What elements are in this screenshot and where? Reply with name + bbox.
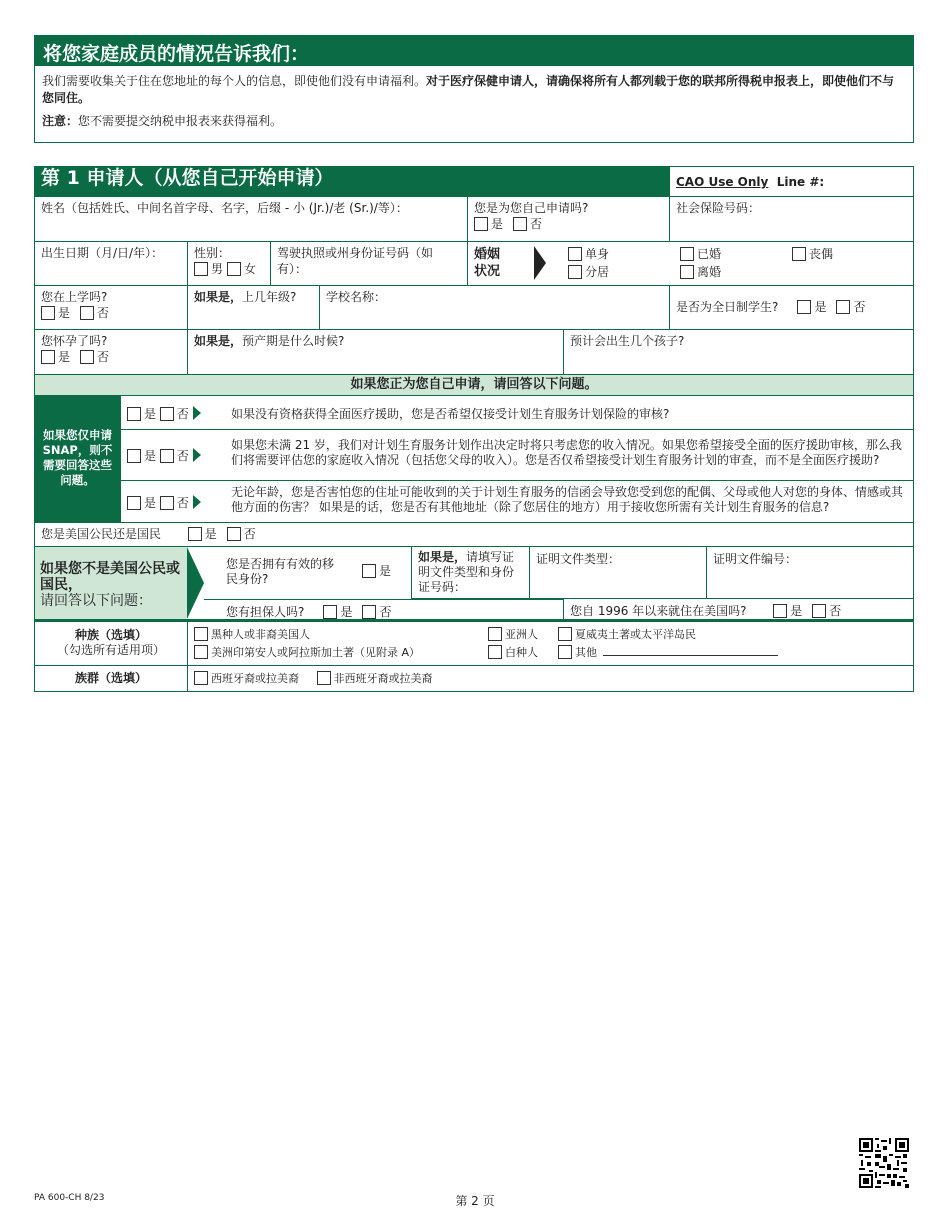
school-yes-checkbox[interactable] xyxy=(41,306,55,320)
grade-field[interactable] xyxy=(187,286,319,329)
doc-number-label: 证明文件编号： xyxy=(713,552,798,566)
q2-text: 如果您未满 21 岁，我们对计划生育服务计划作出决定时将只考虑您的收入情况。如果您希望接受全面的医疗援助审核，那么我们将需要评估您的家庭收入情况（包括您父母的收入）。您是否仅希望接受计划生育服务计划的审查，而不是全面医疗援助? xyxy=(231,438,902,467)
arrow-icon xyxy=(193,448,201,462)
no-label: 否 xyxy=(379,605,392,619)
dob-label: 出生日期（月/日/年）： xyxy=(41,246,164,260)
citizen-question: 您是美国公民还是国民 xyxy=(41,527,162,541)
race-black-checkbox[interactable] xyxy=(194,627,208,641)
female-checkbox[interactable] xyxy=(227,262,241,276)
applicant-title: 第 1 申请人（从您自己开始申请） xyxy=(35,167,669,196)
race-other-label: 其他 xyxy=(575,646,597,659)
citizen-field xyxy=(35,523,913,546)
race-black-label: 黑种人或非裔美国人 xyxy=(211,628,310,641)
school-field xyxy=(35,286,187,329)
license-field[interactable] xyxy=(270,242,467,285)
yes-label: 是 xyxy=(144,449,157,463)
divorced-checkbox[interactable] xyxy=(680,265,694,279)
babies-question: 预计会出生几个孩子? xyxy=(570,334,685,348)
intro-title: 将您家庭成员的情况告诉我们： xyxy=(35,36,913,66)
document-type-field[interactable] xyxy=(529,547,706,599)
ethnicity-nonhispanic-label: 非西班牙裔或拉美裔 xyxy=(333,672,433,685)
no-label: 否 xyxy=(243,527,256,541)
self-yes-checkbox[interactable] xyxy=(474,217,488,231)
male-label: 男 xyxy=(211,262,224,276)
female-label: 女 xyxy=(244,262,257,276)
race-sublabel: （勾选所有适用项） xyxy=(56,643,165,657)
yes-label: 是 xyxy=(144,407,157,421)
race-white-checkbox[interactable] xyxy=(488,645,502,659)
no-label: 否 xyxy=(97,350,110,364)
single-checkbox[interactable] xyxy=(568,247,582,261)
status-question: 您是否拥有有效的移民身份? xyxy=(226,557,335,586)
since1996-no-checkbox[interactable] xyxy=(812,604,826,618)
note-label: 注意： xyxy=(42,114,79,128)
self-no-checkbox[interactable] xyxy=(513,217,527,231)
name-field[interactable] xyxy=(35,197,467,241)
babies-field[interactable] xyxy=(563,330,913,374)
race-label: 种族（选填） xyxy=(74,628,147,642)
divorced-label: 离婚 xyxy=(697,265,722,279)
race-white-label: 白种人 xyxy=(505,646,538,659)
yes-label: 是 xyxy=(58,306,71,320)
ethnicity-nonhispanic-checkbox[interactable] xyxy=(317,671,331,685)
widowed-label: 丧偶 xyxy=(809,247,834,261)
status-yes-checkbox[interactable] xyxy=(362,564,376,578)
intro-panel xyxy=(34,35,914,143)
no-label: 否 xyxy=(176,496,189,510)
fulltime-yes-checkbox[interactable] xyxy=(797,300,811,314)
pregnant-yes-checkbox[interactable] xyxy=(41,350,55,364)
sponsor-field xyxy=(204,599,563,621)
separated-label: 分居 xyxy=(585,265,610,279)
q1-no-checkbox[interactable] xyxy=(160,407,174,421)
arrow-icon xyxy=(193,495,201,509)
citizen-yes-checkbox[interactable] xyxy=(188,527,202,541)
no-label: 否 xyxy=(176,407,189,421)
sponsor-yes-checkbox[interactable] xyxy=(323,605,337,619)
grade-bold: 如果是， xyxy=(194,290,243,304)
cao-label: CAO Use Only xyxy=(676,175,769,189)
school-no-checkbox[interactable] xyxy=(80,306,94,320)
married-label: 已婚 xyxy=(697,247,722,261)
noncitizen-bold: 如果您不是美国公民或国民， xyxy=(40,561,180,593)
fulltime-field xyxy=(669,286,913,329)
sponsor-no-checkbox[interactable] xyxy=(362,605,376,619)
no-label: 否 xyxy=(853,300,866,314)
yes-label: 是 xyxy=(790,604,803,618)
single-label: 单身 xyxy=(585,247,610,261)
school-name-field[interactable] xyxy=(319,286,669,329)
since-1996-question: 您自 1996 年以来就住在美国吗? xyxy=(570,604,747,618)
race-native-checkbox[interactable] xyxy=(194,645,208,659)
q3-no-checkbox[interactable] xyxy=(160,496,174,510)
ethnicity-hispanic-checkbox[interactable] xyxy=(194,671,208,685)
grade-text: 上几年级? xyxy=(242,290,297,304)
intro-paragraph xyxy=(42,73,906,107)
q3-options xyxy=(127,494,201,511)
citizen-no-checkbox[interactable] xyxy=(227,527,241,541)
q1-options xyxy=(127,405,201,422)
immigration-status-field xyxy=(220,547,411,599)
race-asian-checkbox[interactable] xyxy=(488,627,502,641)
noncitizen-text: 请回答以下问题： xyxy=(40,593,152,609)
race-label-cell xyxy=(35,622,187,665)
race-other-checkbox[interactable] xyxy=(558,645,572,659)
arrow-icon xyxy=(193,406,201,420)
qr-code-icon xyxy=(859,1138,909,1188)
separated-checkbox[interactable] xyxy=(568,265,582,279)
self-section-header: 如果您正为您自己申请，请回答以下问题。 xyxy=(350,377,598,392)
due-text: 预产期是什么时候? xyxy=(242,334,345,348)
school-name-label: 学校名称： xyxy=(326,290,387,304)
marital-label: 婚姻 状况 xyxy=(474,247,501,279)
intro-bold-text: 对于医疗保健申请人，请确保将所有人都列载于您的联邦所得税申报表上，即使他们不与您同住。 xyxy=(42,74,895,105)
race-options xyxy=(187,622,913,665)
since1996-yes-checkbox[interactable] xyxy=(773,604,787,618)
no-label: 否 xyxy=(829,604,842,618)
school-question: 您在上学吗? xyxy=(41,290,108,304)
widowed-checkbox[interactable] xyxy=(792,247,806,261)
dob-field[interactable] xyxy=(35,242,187,285)
race-hawaiian-checkbox[interactable] xyxy=(558,627,572,641)
married-checkbox[interactable] xyxy=(680,247,694,261)
no-label: 否 xyxy=(97,306,110,320)
male-checkbox[interactable] xyxy=(194,262,208,276)
doc-bold: 如果是， xyxy=(418,550,467,564)
pregnant-no-checkbox[interactable] xyxy=(80,350,94,364)
q2-options xyxy=(127,447,201,464)
page-number: 第 2 页 xyxy=(455,1194,495,1208)
yes-label: 是 xyxy=(204,527,217,541)
marital-arrow-icon xyxy=(534,246,546,280)
since-1996-field xyxy=(563,599,913,621)
family-planning-q3-row xyxy=(120,481,913,523)
document-number-field[interactable] xyxy=(706,547,913,599)
q3-text: 无论年龄，您是否害怕您的住址可能收到的关于计划生育服务的信函会导致您受到您的配偶、父母或他人对您的身体、情感或其他方面的伤害？ 如果是的话，您是否有其他地址（除了您居住的地方）用于接收您所需有关计划生育服务的信息? xyxy=(231,485,904,514)
q1-yes-checkbox[interactable] xyxy=(127,407,141,421)
race-asian-label: 亚洲人 xyxy=(505,628,538,641)
no-label: 否 xyxy=(176,449,189,463)
doc-type-label: 证明文件类型： xyxy=(536,552,621,566)
sex-label: 性别： xyxy=(194,246,231,260)
license-label: 驾驶执照或州身份证号码（如有）： xyxy=(277,246,434,276)
yes-label: 是 xyxy=(144,496,157,510)
intro-note xyxy=(42,113,906,130)
pregnant-field xyxy=(35,330,187,374)
ssn-label: 社会保险号码： xyxy=(676,201,761,215)
due-bold: 如果是， xyxy=(194,334,243,348)
family-planning-q2-row xyxy=(120,430,913,481)
race-hawaiian-label: 夏威夷土著或太平洋岛民 xyxy=(575,628,696,641)
ethnicity-hispanic-label: 西班牙裔或拉美裔 xyxy=(211,672,299,685)
yes-label: 是 xyxy=(340,605,353,619)
no-label: 否 xyxy=(530,217,543,231)
q2-no-checkbox[interactable] xyxy=(160,449,174,463)
family-planning-q1-row xyxy=(120,396,913,430)
name-label: 姓名（包括姓氏、中间名首字母、名字，后缀 - 小 (Jr.)/老 (Sr.)/等）： xyxy=(41,201,408,215)
doc-text: 请填写证明文件类型和身份证号码： xyxy=(418,550,515,594)
applicant-form xyxy=(34,166,914,692)
sex-field xyxy=(187,242,270,285)
cao-use-only xyxy=(669,167,913,196)
snap-note: 如果您仅申请 SNAP，则不需要回答这些问题。 xyxy=(35,396,120,522)
form-id: PA 600-CH 8/23 xyxy=(34,1193,105,1203)
line-label: Line #: xyxy=(776,175,825,189)
yes-label: 是 xyxy=(491,217,504,231)
q3-yes-checkbox[interactable] xyxy=(127,496,141,510)
noncitizen-label xyxy=(35,547,187,619)
yes-label: 是 xyxy=(814,300,827,314)
yes-label: 是 xyxy=(58,350,71,364)
sponsor-question: 您有担保人吗? xyxy=(226,605,305,619)
marital-status-field xyxy=(467,242,913,285)
document-instruction xyxy=(411,547,529,599)
fulltime-question: 是否为全日制学生? xyxy=(676,300,779,314)
noncitizen-arrow-icon xyxy=(187,547,204,619)
self-apply-field xyxy=(467,197,669,241)
fulltime-no-checkbox[interactable] xyxy=(836,300,850,314)
yes-label: 是 xyxy=(379,564,392,578)
ethnicity-label: 族群（选填） xyxy=(74,671,147,685)
self-apply-question: 您是为您自己申请吗? xyxy=(474,201,589,215)
q1-text: 如果没有资格获得全面医疗援助，您是否希望仅接受计划生育服务计划保险的审核? xyxy=(231,407,670,421)
pregnant-question: 您怀孕了吗? xyxy=(41,334,108,348)
note-text: 您不需要提交纳税申报表来获得福利。 xyxy=(78,114,283,128)
ssn-field[interactable] xyxy=(669,197,913,241)
race-other-input[interactable] xyxy=(603,646,778,656)
race-native-label: 美洲印第安人或阿拉斯加土著（见附录 A） xyxy=(211,646,421,659)
q2-yes-checkbox[interactable] xyxy=(127,449,141,463)
due-date-field[interactable] xyxy=(187,330,563,374)
intro-text: 我们需要收集关于住在您地址的每个人的信息，即使他们没有申请福利。 xyxy=(42,74,427,88)
ethnicity-options xyxy=(187,666,913,691)
